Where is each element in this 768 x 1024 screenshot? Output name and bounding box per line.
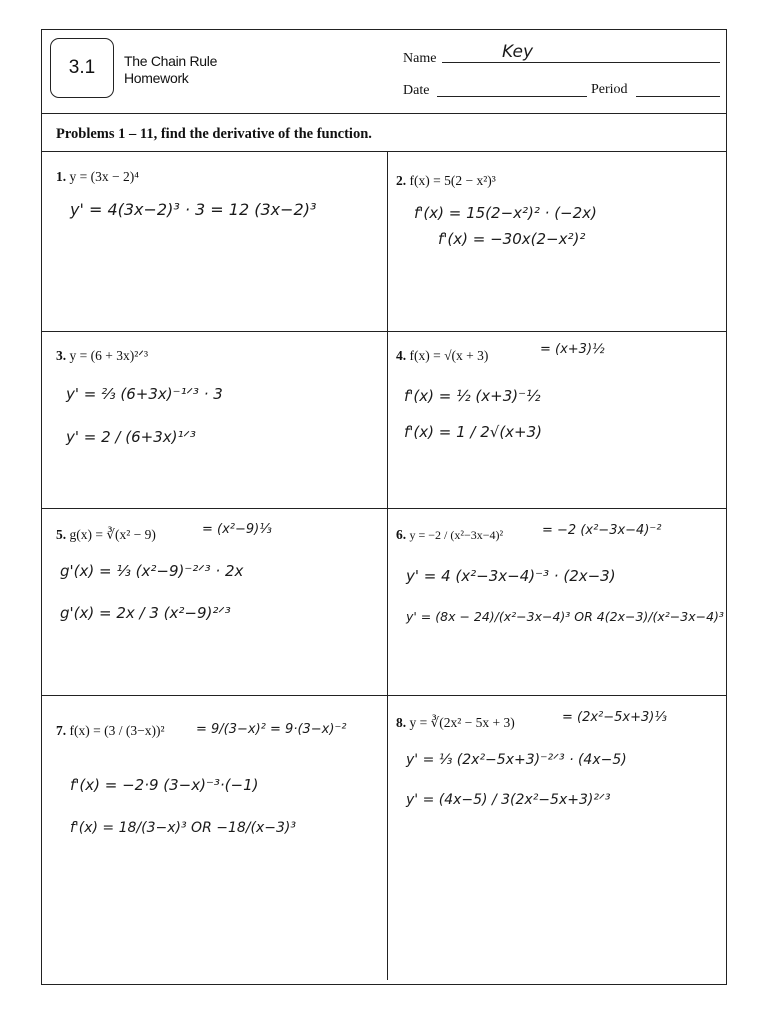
row-divider — [42, 331, 726, 332]
problem-2 — [396, 172, 496, 190]
section-badge: 3.1 — [50, 38, 114, 98]
problem-8 — [396, 714, 515, 732]
work-line: f'(x) = 1 / 2√(x+3) — [404, 423, 543, 441]
work-note: = (2x²−5x+3)⅓ — [562, 710, 667, 725]
problem-number: 4. — [396, 348, 407, 363]
problem-text: y = −2 / (x²−3x−4)² — [409, 528, 504, 542]
problem-text: f(x) = 5(2 − x²)³ — [409, 173, 496, 188]
title-line-2: Homework — [124, 70, 189, 86]
problem-7 — [56, 722, 165, 740]
work-line: y' = 2 / (6+3x)¹ᐟ³ — [66, 428, 196, 446]
work-note: = −2 (x²−3x−4)⁻² — [542, 523, 662, 538]
problem-number: 8. — [396, 715, 407, 730]
problem-text: g(x) = ∛(x² − 9) — [69, 527, 156, 542]
work-line: f'(x) = 18/(3−x)³ OR −18/(x−3)³ — [70, 820, 296, 836]
problem-4 — [396, 347, 488, 365]
problem-text: f(x) = √(x + 3) — [409, 348, 489, 363]
problem-6 — [396, 526, 503, 544]
divider — [42, 151, 726, 152]
name-line — [442, 62, 720, 63]
problem-text: y = ∛(2x² − 5x + 3) — [409, 715, 515, 730]
problem-number: 6. — [396, 527, 407, 542]
work-line: g'(x) = 2x / 3 (x²−9)²ᐟ³ — [60, 604, 231, 622]
work-line: y' = (4x−5) / 3(2x²−5x+3)²ᐟ³ — [406, 792, 611, 808]
work-line: y' = ⅔ (6+3x)⁻¹ᐟ³ · 3 — [66, 385, 223, 403]
column-divider — [387, 151, 388, 980]
work-line: f'(x) = 15(2−x²)² · (−2x) — [414, 204, 597, 222]
problem-text: f(x) = (3 / (3−x))² — [69, 723, 165, 738]
title-line-1: The Chain Rule — [124, 53, 218, 69]
problem-text: y = (6 + 3x)²ᐟ³ — [69, 348, 149, 363]
problem-3 — [56, 347, 148, 365]
row-divider — [42, 695, 726, 696]
work-line: g'(x) = ⅓ (x²−9)⁻²ᐟ³ · 2x — [60, 562, 244, 580]
work-note: = 9/(3−x)² = 9·(3−x)⁻² — [196, 722, 347, 737]
work-line: f'(x) = −30x(2−x²)² — [438, 230, 586, 248]
work-line: y' = 4(3x−2)³ · 3 = 12 (3x−2)³ — [70, 200, 317, 219]
work-line: y' = 4 (x²−3x−4)⁻³ · (2x−3) — [406, 567, 616, 585]
row-divider — [42, 508, 726, 509]
date-line — [437, 96, 587, 97]
problem-number: 2. — [396, 173, 407, 188]
work-note: = (x²−9)⅓ — [202, 522, 272, 537]
date-label: Date — [403, 83, 430, 98]
work-line: f'(x) = ½ (x+3)⁻½ — [404, 387, 541, 405]
work-line: y' = (8x − 24)/(x²−3x−4)³ OR 4(2x−3)/(x²−3x−4)³ — [406, 609, 724, 624]
period-label: Period — [591, 82, 628, 97]
problem-text: y = (3x − 2)⁴ — [69, 169, 139, 184]
worksheet-header — [42, 30, 726, 114]
problem-number: 5. — [56, 527, 67, 542]
problem-number: 1. — [56, 169, 67, 184]
problem-1 — [56, 168, 139, 186]
instructions: Problems 1 – 11, find the derivative of the function. — [56, 126, 372, 142]
name-value: Key — [502, 42, 534, 62]
work-note: = (x+3)½ — [540, 342, 605, 357]
problem-5 — [56, 526, 156, 544]
work-line: y' = ⅓ (2x²−5x+3)⁻²ᐟ³ · (4x−5) — [406, 752, 627, 768]
problem-number: 7. — [56, 723, 67, 738]
worksheet-title — [124, 53, 217, 87]
worksheet — [41, 29, 727, 985]
name-label: Name — [403, 51, 437, 66]
work-line: f'(x) = −2·9 (3−x)⁻³·(−1) — [70, 776, 259, 794]
problem-number: 3. — [56, 348, 67, 363]
period-line — [636, 96, 720, 97]
